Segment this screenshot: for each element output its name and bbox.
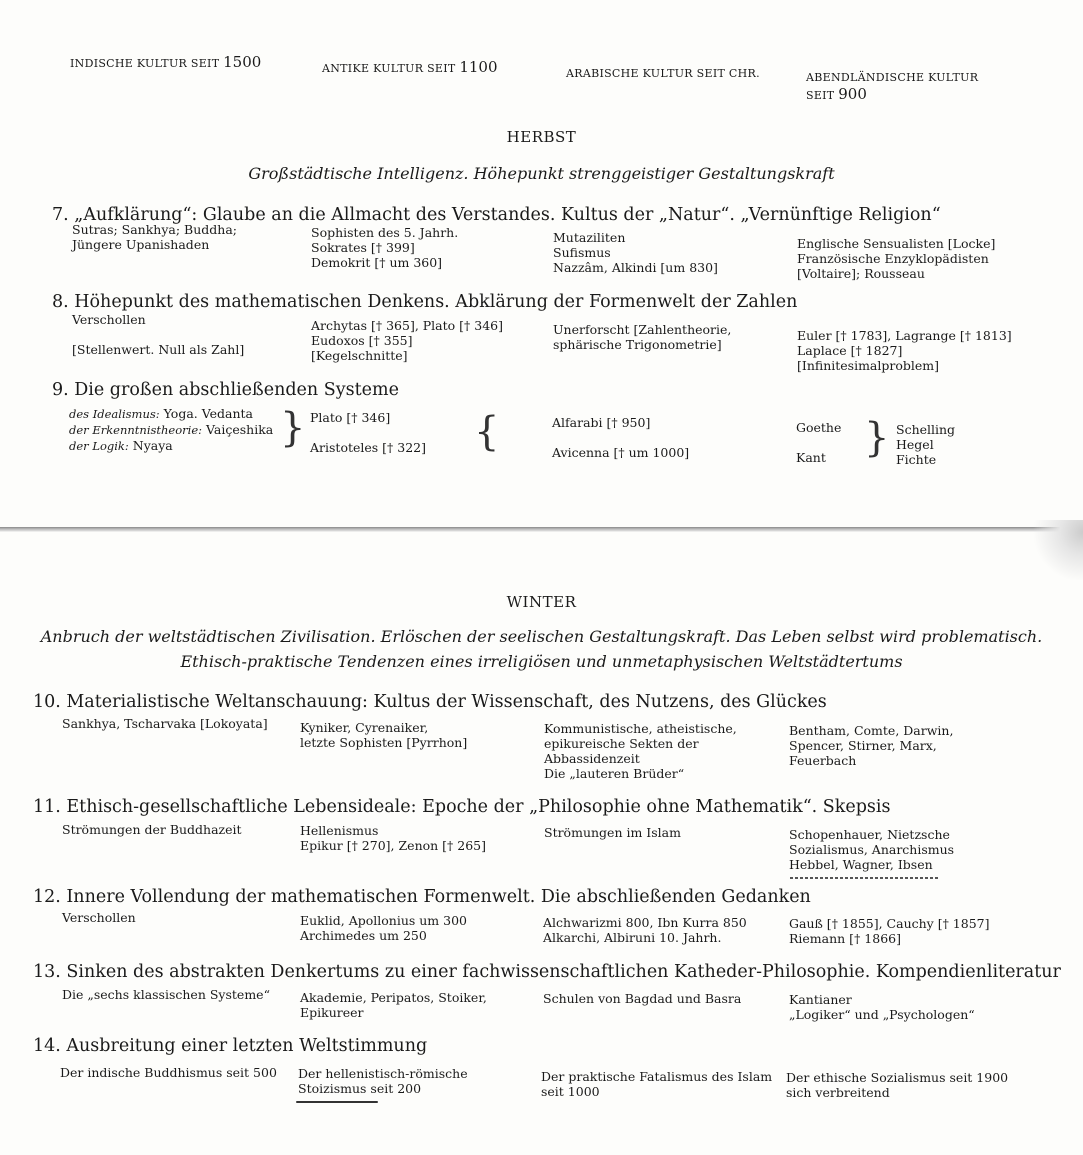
brace-s9-indisch: }: [280, 405, 306, 451]
section-title-13: 13. Sinken des abstrakten Denkertums zu einer fachwissenschaftlichen Katheder-Philosophie. Kompendienliteratur: [33, 962, 1061, 982]
section-title-14: 14. Ausbreitung einer letzten Weltstimmung: [33, 1036, 428, 1056]
section-title-7: 7. „Aufklärung“: Glaube an die Allmacht des Verstandes. Kultus der „Natur“. „Vernünftige Religion“: [52, 205, 941, 225]
s13-antike: Akademie, Peripatos, Stoiker, Epikureer: [300, 990, 487, 1020]
s10-arabisch: Kommunistische, atheistische, epikureische Sekten der Abbassidenzeit Die „lauteren Brüder“: [544, 721, 737, 781]
season-subtitle-winter-1: Anbruch der weltstädtischen Zivilisation. Erlöschen der seelischen Gestaltungskraft. Das Leben selbst wird problematisch.: [40, 627, 1043, 646]
section-title-12: 12. Innere Vollendung der mathematischen Formenwelt. Die abschließenden Gedanken: [33, 887, 811, 907]
pencil-mark: [790, 877, 940, 879]
s11-abendlaendisch: Schopenhauer, Nietzsche Sozialismus, Anarchismus Hebbel, Wagner, Ibsen: [789, 827, 955, 872]
s8-indisch: Verschollen [Stellenwert. Null als Zahl]: [72, 312, 245, 357]
header-antike: ANTIKE KULTUR SEIT 1100: [322, 58, 498, 76]
s7-arabisch: Mutaziliten Sufismus Nazzâm, Alkindi [um 830]: [553, 230, 718, 275]
season-subtitle-herbst: Großstädtische Intelligenz. Höhepunkt strenggeistiger Gestaltungskraft: [248, 164, 835, 183]
section-title-8: 8. Höhepunkt des mathematischen Denkens. Abklärung der Formenwelt der Zahlen: [52, 292, 798, 312]
brace-s9-antike: {: [474, 409, 500, 455]
s9-indisch: des Idealismus: Yoga. Vedanta der Erkenntnistheorie: Vaiçeshika der Logik: Nyaya: [69, 406, 274, 453]
s14-antike: Der hellenistisch-römische Stoizismus seit 200: [298, 1066, 468, 1096]
s11-arabisch: Strömungen im Islam: [544, 825, 681, 840]
pen-underline: [296, 1101, 378, 1103]
s14-abendlaendisch: Der ethische Sozialismus seit 1900 sich verbreitend: [786, 1070, 1009, 1100]
s9-arabisch: Alfarabi [† 950] Avicenna [† um 1000]: [552, 415, 690, 460]
s8-arabisch: Unerforscht [Zahlentheorie, sphärische Trigonometrie]: [553, 322, 732, 352]
season-title-winter: WINTER: [506, 593, 577, 611]
s9-antike: Plato [† 346] Aristoteles [† 322]: [310, 410, 427, 455]
header-arabisch: ARABISCHE KULTUR SEIT CHR.: [566, 67, 760, 80]
s7-antike: Sophisten des 5. Jahrh. Sokrates [† 399] Demokrit [† um 360]: [311, 225, 459, 270]
s13-indisch: Die „sechs klassischen Systeme“: [62, 987, 270, 1002]
s13-arabisch: Schulen von Bagdad und Basra: [543, 991, 742, 1006]
s7-abendlaendisch: Englische Sensualisten [Locke] Französische Enzyklopädisten [Voltaire]; Rousseau: [797, 236, 996, 281]
s10-abendlaendisch: Bentham, Comte, Darwin, Spencer, Stirner, Marx, Feuerbach: [789, 723, 954, 768]
s8-abendlaendisch: Euler [† 1783], Lagrange [† 1813] Laplace [† 1827] [Infinitesimalproblem]: [797, 328, 1012, 373]
section-title-9: 9. Die großen abschließenden Systeme: [52, 380, 399, 400]
page-tear: [0, 522, 1083, 536]
season-title-herbst: HERBST: [506, 128, 577, 146]
s12-abendlaendisch: Gauß [† 1855], Cauchy [† 1857] Riemann [† 1866]: [789, 916, 990, 946]
s12-arabisch: Alchwarizmi 800, Ibn Kurra 850 Alkarchi, Albiruni 10. Jahrh.: [543, 915, 747, 945]
s11-indisch: Strömungen der Buddhazeit: [62, 822, 242, 837]
s10-indisch: Sankhya, Tscharvaka [Lokoyata]: [62, 716, 268, 731]
s9-abendlaendisch-b: Schelling Hegel Fichte: [896, 422, 956, 467]
s14-indisch: Der indische Buddhismus seit 500: [60, 1065, 277, 1080]
header-abendlaendisch: ABENDLÄNDISCHE KULTUR SEIT 900: [806, 71, 979, 103]
s13-abendlaendisch: Kantianer „Logiker“ und „Psychologen“: [789, 992, 975, 1022]
page-tear-shadow: [1023, 520, 1083, 580]
s8-antike: Archytas [† 365], Plato [† 346] Eudoxos [† 355] [Kegelschnitte]: [311, 318, 503, 363]
s9-abendlaendisch-a: Goethe Kant: [796, 420, 842, 465]
header-indisch: INDISCHE KULTUR SEIT 1500: [70, 53, 262, 71]
brace-s9-abendlaendisch: }: [864, 415, 890, 461]
season-subtitle-winter-2: Ethisch-praktische Tendenzen eines irreligiösen und unmetaphysischen Weltstädtertums: [180, 652, 903, 671]
s7-indisch: Sutras; Sankhya; Buddha; Jüngere Upanishaden: [72, 222, 238, 252]
s14-arabisch: Der praktische Fatalismus des Islam seit 1000: [541, 1069, 773, 1099]
s12-indisch: Verschollen: [62, 910, 136, 925]
section-title-11: 11. Ethisch-gesellschaftliche Lebensideale: Epoche der „Philosophie ohne Mathematik“. Skepsis: [33, 797, 891, 817]
section-title-10: 10. Materialistische Weltanschauung: Kultus der Wissenschaft, des Nutzens, des Glückes: [33, 692, 827, 712]
s12-antike: Euklid, Apollonius um 300 Archimedes um 250: [300, 913, 467, 943]
s10-antike: Kyniker, Cyrenaiker, letzte Sophisten [Pyrrhon]: [300, 720, 468, 750]
s11-antike: Hellenismus Epikur [† 270], Zenon [† 265]: [300, 823, 486, 853]
